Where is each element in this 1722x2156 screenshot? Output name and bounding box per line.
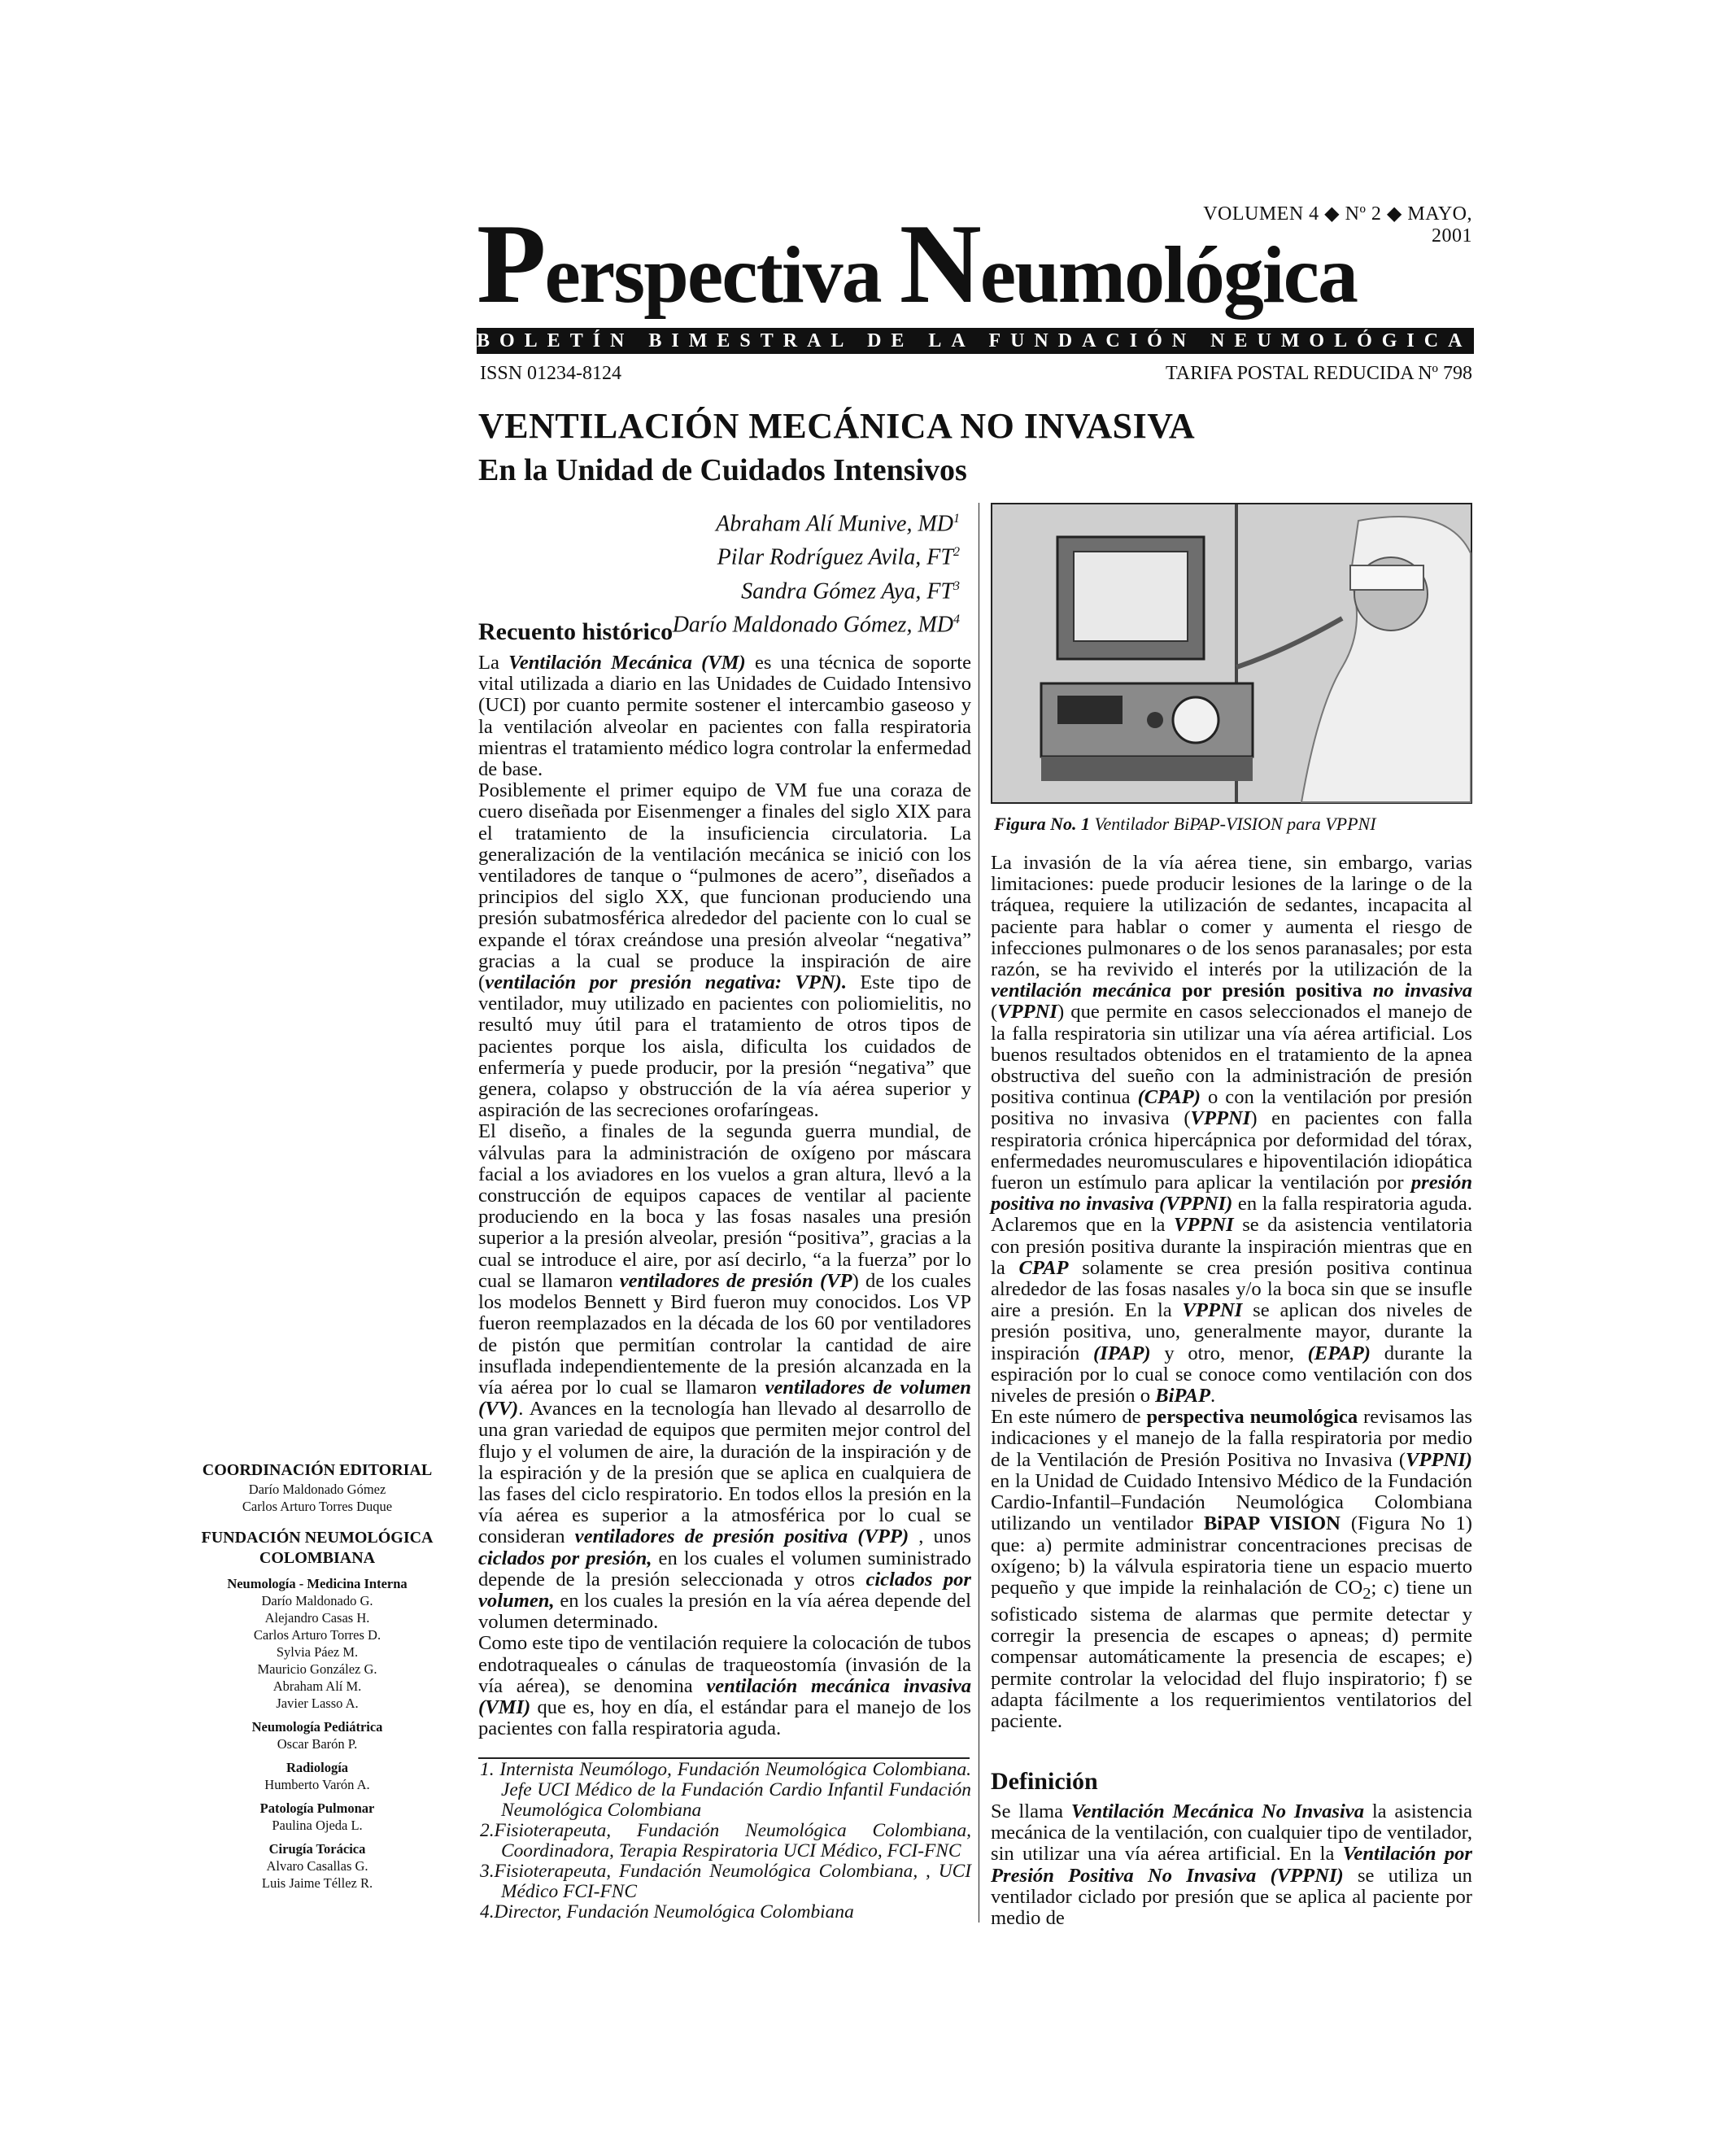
sidebar-name: Mauricio González G. <box>257 1661 377 1677</box>
sidebar-name: Carlos Arturo Torres Duque <box>242 1499 393 1514</box>
postal-rate: TARIFA POSTAL REDUCIDA Nº 798 <box>1166 363 1472 384</box>
author: Sandra Gómez Aya, $FT^3$ <box>741 578 960 604</box>
figure-photo <box>991 503 1472 804</box>
paragraph: La invasión de la vía aérea tiene, sin embargo, varias limitaciones: puede producir lesiones de la laringe o de la tráquea, requiere la utilización de sedantes, incapacita al paciente para hablar o comer y aumenta el riesgo de infecciones pulmonares o de los senos paranasales; por esta razón, se ha revivido el interés por la utilización de la ventilación mecánica por presión positiva no invasiva (VPPNI) que permite en casos seleccionados el manejo de la falla respiratoria sin utilizar una vía aérea artificial. Los buenos resultados obtenidos en el tratamiento de la apnea obstructiva del sueño con la administración de presión positiva continua (CPAP) o con la ventilación por presión positiva no invasiva (VPPNI) en pacientes con falla respiratoria crónica hipercápnica por deformidad del tórax, enfermedades neuromusculares e hipoventilación idiopática fueron un estímulo para aplicar la ventilación por presión positiva no invasiva (VPPNI) en la falla respiratoria aguda. Aclaremos que en la VPPNI se da asistencia ventilatoria con presión positiva durante la inspiración mientras que en la CPAP solamente se crea presión positiva continua alrededor de las fosas nasales y/o la boca sin que se insufle aire a presión. En la VPPNI se aplican dos niveles de presión positiva, uno, generalmente mayor, durante la inspiración (IPAP) y otro, menor, (EPAP) durante la espiración por lo cual se conoce como ventilación con dos niveles de presión o BiPAP. <box>991 852 1472 1408</box>
section-heading-definition: Definición <box>991 1768 1098 1795</box>
article-subtitle: En la Unidad de Cuidados Intensivos <box>478 453 967 487</box>
right-column-definition <box>991 1801 1472 1929</box>
section-heading-history: Recuento histórico <box>478 618 674 645</box>
footnotes <box>480 1760 971 1923</box>
foundation-heading: COLOMBIANA <box>259 1549 376 1567</box>
paragraph: Posiblemente el primer equipo de VM fue una coraza de cuero diseñada por Eisenmenger a finales del siglo XIX para el tratamiento de la insuficiencia circulatoria. La generalización de la ventilación mecánica se inició con los ventiladores de tanque o “pulmones de acero”, diseñados a principios del siglo XX, que funcionan produciendo una presión subatmosférica alrededor del paciente con lo cual se expande el tórax creándose una presión alveolar “negativa” gracias a la cual se produce la inspiración de aire (ventilación por presión negativa: VPN). Este tipo de ventilador, muy utilizado en pacientes con poliomielitis, no resultó muy útil para el tratamiento de otros tipos de pacientes porque los aisla, dificulta los cuidados de enfermería y puede producir, por la presión “negativa” que genera, colapso y obstrucción de la vía aérea superior y aspiración de las secreciones orofaríngeas. <box>478 779 971 1122</box>
footnote: 4.Director, Fundación Neumológica Colombiana <box>480 1901 854 1923</box>
paragraph: En este número de perspectiva neumológica revisamos las indicaciones y el manejo de la falla respiratoria por medio de la Ventilación de Presión Positiva no Invasiva (VPPNI) en la Unidad de Cuidado Intensivo Médico de la Fundación Cardio-Infantil–Fundación Neumológica Colombiana utilizando un ventilador BiPAP VISION (Figura No 1) que: a) permite administrar concentraciones precisas de oxígeno; b) la válvula espiratoria tiene un espacio muerto pequeño y que impide la reinhalación de $CO_2$; c) tiene un sofisticado sistema de alarmas que permite detectar y corregir la presencia de escapes o apneas; d) permite compensar automáticamente la presencia de escapes; e) permite controlar la velocidad del flujo inspiratorio; f) se adapta fácilmente a los requerimientos ventilatorios del paciente. <box>991 1406 1472 1733</box>
sidebar-group-title: Cirugía Torácica <box>268 1841 366 1857</box>
paragraph: Se llama Ventilación Mecánica No Invasiva la asistencia mecánica de la ventilación, con cualquier tipo de ventilador, sin utilizar una vía aérea artificial. En la Ventilación por Presión Positiva No Invasiva (VPPNI) se utiliza un ventilador ciclado por presión que se aplica al paciente por medio de <box>991 1800 1472 1930</box>
sidebar-group-title: Patología Pulmonar <box>259 1800 375 1816</box>
sidebar-group-title: Neumología Pediátrica <box>251 1719 383 1735</box>
left-column <box>478 652 971 1739</box>
sidebar-name: Sylvia Páez M. <box>276 1644 359 1660</box>
sidebar-name: Paulina Ojeda L. <box>272 1818 363 1833</box>
footnote: 3.Fisioterapeuta, Fundación Neumológica Colombiana, , UCI Médico FCI-FNC <box>480 1861 971 1902</box>
ventilator-photo-illustration <box>992 504 1471 802</box>
sidebar-name: Alejandro Casas H. <box>264 1610 370 1626</box>
right-column <box>991 853 1472 1732</box>
sidebar-name: Oscar Barón P. <box>277 1736 358 1752</box>
masthead-word-1: erspectiva <box>544 229 881 320</box>
issn: ISSN 01234-8124 <box>480 363 622 384</box>
paragraph: El diseño, a finales de la segunda guerra mundial, de válvulas para la administración de oxígeno por máscara facial a los aviadores en los vuelos a gran altura, llevó a la construcción de equipos capaces de ventilar al paciente produciendo en la boca y las fosas nasales una presión superior a la presión alveolar, presión “positiva”, gracias a la cual se introduce el aire, por así decirlo, “a la fuerza” por lo cual se llamaron ventiladores de presión (VP) de los cuales los modelos Bennett y Bird fueron muy conocidos. Los VP fueron reemplazados en la década de los 60 por ventiladores de pistón que permitían controlar la cantidad de aire insuflada independientemente de la presión alcanzada en la vía aérea por lo cual se llamaron ventiladores de volumen (VV). Avances en la tecnología han llevado al desarrollo de una gran variedad de equipos que permiten mejor control del flujo y el volumen de aire, la duración de la inspiración y de la espiración y de la presión que se aplica en cualquiera de las fases del ciclo respiratorio. En todos ellos la presión en la vía aérea es superior a la atmosférica por lo cual se consideran ventiladores de presión positiva (VPP) , unos ciclados por presión, en los cuales el volumen suministrado depende de la presión seleccionada y otros ciclados por volumen, en los cuales la presión en la vía aérea depende del volumen determinado. <box>478 1120 971 1634</box>
issue-info: VOLUMEN 4 ◆ Nº 2 ◆ MAYO, 2001 <box>1203 203 1472 247</box>
author: Pilar Rodríguez Avila, $FT^2$ <box>717 544 960 570</box>
sidebar-name: Alvaro Casallas G. <box>266 1858 368 1874</box>
footnote: 1. Internista Neumólogo, Fundación Neumológica Colombiana. Jefe UCI Médico de la Fundación Cardio Infantil Fundación Neumológica Colombiana <box>480 1759 971 1821</box>
sidebar-name: Luis Jaime Téllez R. <box>261 1875 373 1891</box>
footnote: 2.Fisioterapeuta, Fundación Neumológica Colombiana, Coordinadora, Terapia Respiratoria UCI Médico, FCI-FNC <box>480 1820 971 1861</box>
author: Darío Maldonado Gómez, $MD^4$ <box>672 612 960 638</box>
sidebar-group-title: Radiología <box>286 1760 349 1775</box>
sidebar-name: Humberto Varón A. <box>264 1777 370 1792</box>
author: Abraham Alí Munive, $MD^1$ <box>716 511 960 537</box>
figure-caption: Figura No. 1 Ventilador BiPAP-VISION para VPPNI <box>994 814 1376 834</box>
foundation-heading: FUNDACIÓN NEUMOLÓGICA <box>201 1529 434 1547</box>
bulletin-bar: BOLETÍN BIMESTRAL DE LA FUNDACIÓN NEUMOLÓGICA COLOMBIANA <box>477 328 1474 354</box>
sidebar-group-title: Neumología - Medicina Interna <box>227 1576 408 1591</box>
editorial-sidebar <box>195 1460 439 1892</box>
sidebar-name: Javier Lasso A. <box>276 1696 359 1711</box>
sidebar-name: Abraham Alí M. <box>272 1678 362 1694</box>
sidebar-name: Darío Maldonado G. <box>261 1593 373 1608</box>
masthead-word-2: eumológica <box>979 229 1358 320</box>
masthead-initial-n: N <box>899 201 980 327</box>
sidebar-name: Darío Maldonado Gómez <box>248 1482 386 1497</box>
article-title: VENTILACIÓN MECÁNICA NO INVASIVA <box>478 406 1196 446</box>
paragraph: La Ventilación Mecánica (VM) es una técnica de soporte vital utilizada a diario en las Unidades de Cuidado Intensivo (UCI) por cuanto permite sostener el intercambio gaseoso y la ventilación alveolar en pacientes con falla respiratoria mientras el tratamiento médico logra controlar la enfermedad de base. <box>478 652 971 781</box>
coordination-heading: COORDINACIÓN EDITORIAL <box>202 1461 433 1479</box>
paragraph: Como este tipo de ventilación requiere la colocación de tubos endotraqueales o cánulas de traqueostomía (invasión de la vía aérea), se denomina ventilación mecánica invasiva (VMI) que es, hoy en día, el estándar para el manejo de los pacientes con falla respiratoria aguda. <box>478 1632 971 1740</box>
masthead-initial-p: P <box>477 201 545 327</box>
sidebar-name: Carlos Arturo Torres D. <box>253 1627 381 1643</box>
masthead-title <box>477 201 1474 327</box>
